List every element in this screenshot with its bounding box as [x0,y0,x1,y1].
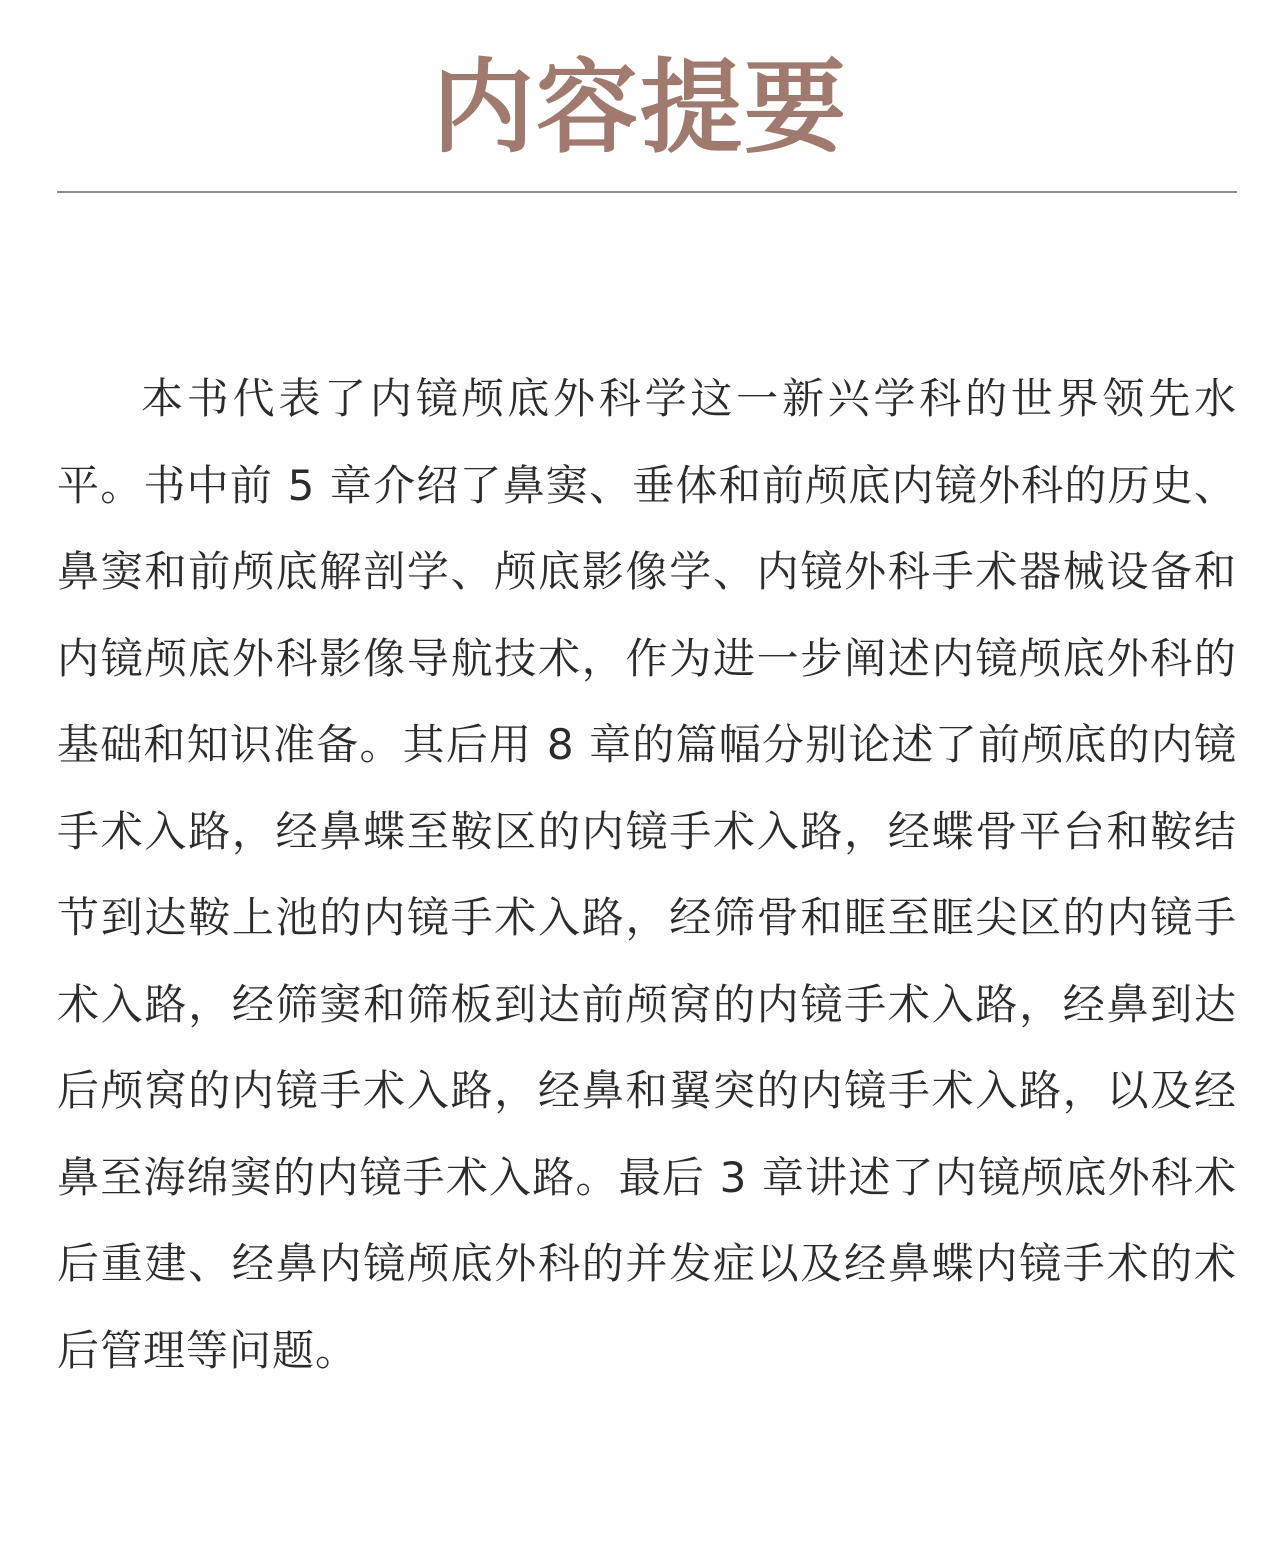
title-divider [57,191,1237,193]
summary-paragraph: 本书代表了内镜颅底外科学这一新兴学科的世界领先水平。书中前 5 章介绍了鼻窦、垂体和前颅底内镜外科的历史、鼻窦和前颅底解剖学、颅底影像学、内镜外科手术器械设备和内镜颅底外科影像导航技术，作为进一步阐述内镜颅底外科的基础和知识准备。其后用 8 章的篇幅分别论述了前颅底的内镜手术入路，经鼻蝶至鞍区的内镜手术入路，经蝶骨平台和鞍结节到达鞍上池的内镜手术入路，经筛骨和眶至眶尖区的内镜手术入路，经筛窦和筛板到达前颅窝的内镜手术入路，经鼻到达后颅窝的内镜手术入路，经鼻和翼突的内镜手术入路，以及经鼻至海绵窦的内镜手术入路。最后 3 章讲述了内镜颅底外科术后重建、经鼻内镜颅底外科的并发症以及经鼻蝶内镜手术的术后管理等问题。 [57,374,1237,1375]
page-title: 内容提要 [432,48,848,168]
